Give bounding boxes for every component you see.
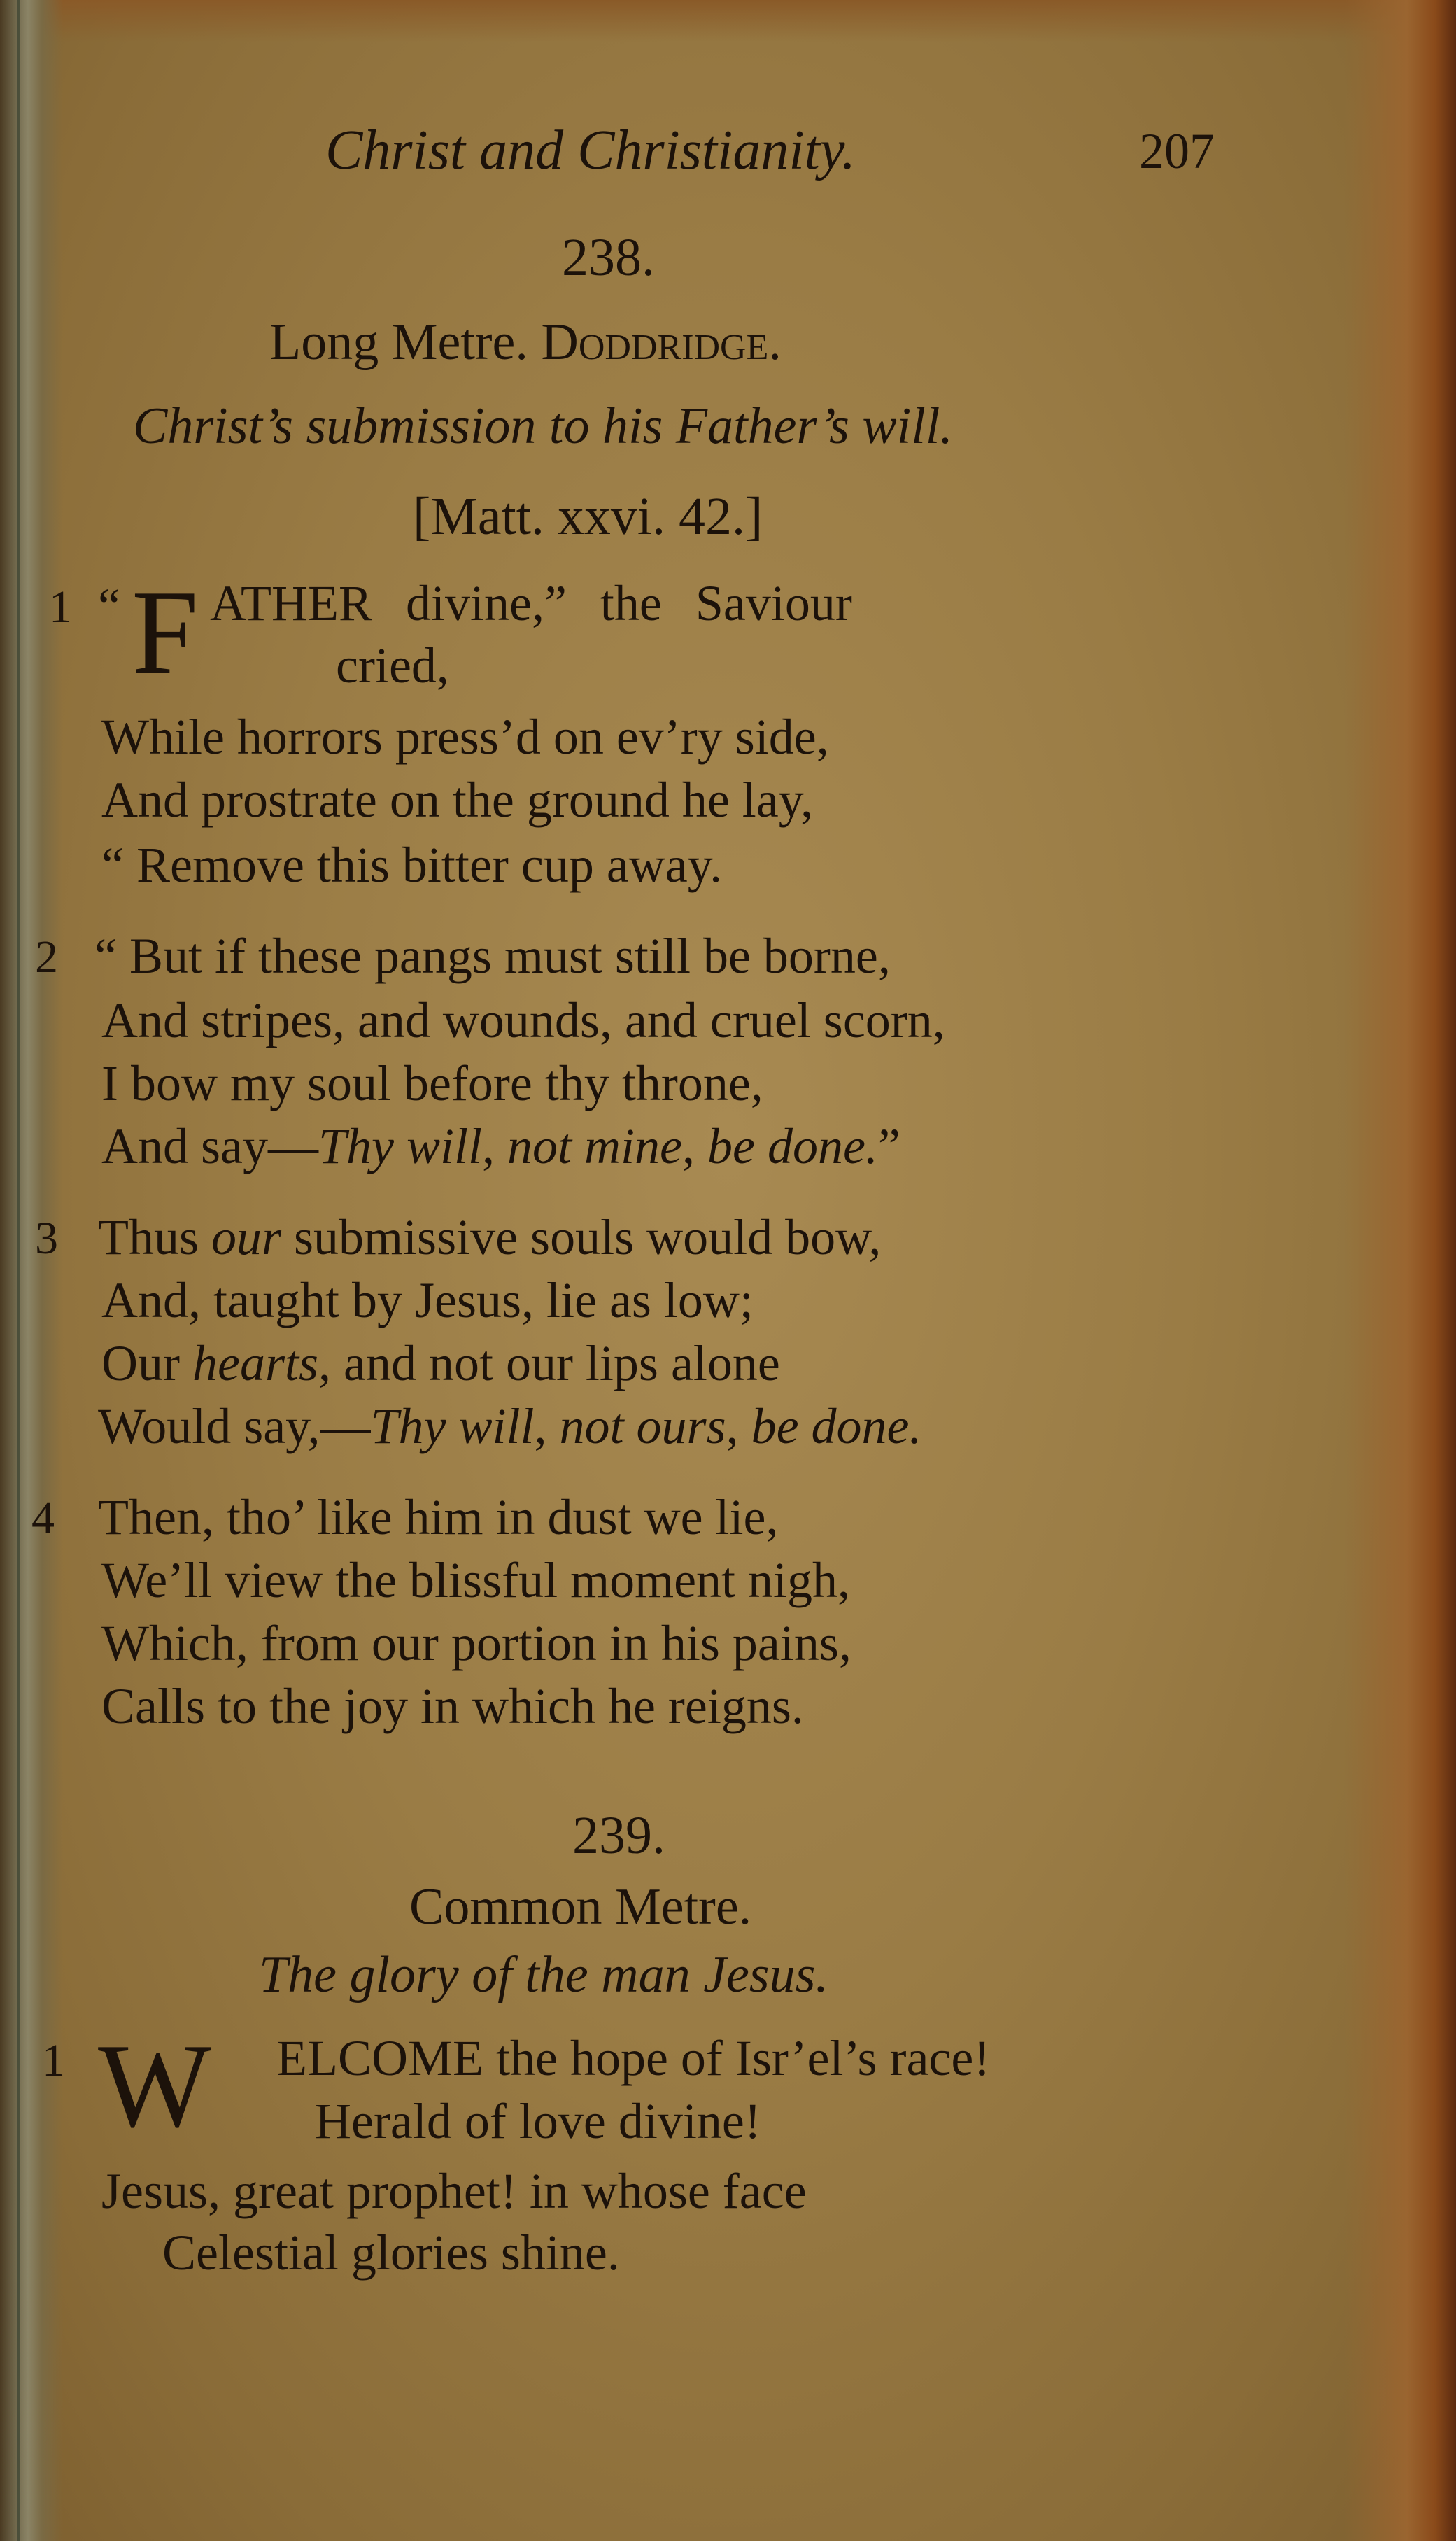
verse-text: , and not our lips alone (318, 1335, 780, 1391)
stanza-number: 2 (35, 931, 58, 983)
verse-emphasis: be done. (751, 1398, 922, 1454)
hymn-metre: Common Metre. (409, 1878, 752, 1936)
verse-text: , (726, 1398, 751, 1454)
verse-text: , (482, 1118, 508, 1174)
verse-line (98, 1398, 922, 1454)
verse-line: Herald of love divine! (315, 2093, 761, 2149)
verse-text: Our (101, 1335, 192, 1391)
verse-line (98, 1209, 882, 1265)
close-quote: ” (877, 1118, 900, 1174)
open-quote: “ (98, 578, 120, 634)
binding-edge (17, 0, 20, 2541)
drop-cap: W (98, 2020, 212, 2153)
verse-line: Which, from our portion in his pains, (101, 1615, 851, 1671)
verse-text: Would say,— (98, 1398, 371, 1454)
verse-line: While horrors press’d on ev’ry side, (101, 709, 829, 765)
verse-line: Then, tho’ like him in dust we lie, (98, 1489, 779, 1545)
verse-line: And prostrate on the ground he lay, (101, 772, 814, 828)
verse-line (101, 1335, 780, 1391)
verse-line: Jesus, great prophet! in whose face (101, 2163, 807, 2219)
verse-emphasis: not mine (507, 1118, 682, 1174)
verse-emphasis: Thy will (318, 1118, 483, 1174)
verse-line: Calls to the joy in which he reigns. (101, 1678, 804, 1734)
verse-text: , (682, 1118, 707, 1174)
running-header-title: Christ and Christianity. (325, 120, 856, 181)
verse-emphasis: Thy will (370, 1398, 535, 1454)
verse-emphasis: hearts (192, 1335, 318, 1391)
verse-line: I bow my soul before thy throne, (101, 1055, 763, 1111)
drop-cap: F (132, 566, 199, 699)
hymn-number: 238. (562, 228, 655, 287)
verse-emphasis: our (211, 1209, 282, 1265)
stanza-number: 1 (42, 2035, 65, 2086)
verse-emphasis: not ours (559, 1398, 726, 1454)
verse-text: Thus (98, 1209, 211, 1265)
verse-line: “ But if these pangs must still be borne, (94, 928, 891, 984)
verse-line: And, taught by Jesus, lie as low; (101, 1272, 754, 1328)
scripture-reference: [Matt. xxvi. 42.] (413, 487, 763, 546)
hymn-metre: Long Metre. (269, 314, 528, 371)
verse-line: “ Remove this bitter cup away. (101, 837, 723, 893)
hymn-subtitle: Christ’s submission to his Father’s will. (133, 397, 953, 455)
hymn-subtitle: The glory of the man Jesus. (259, 1946, 828, 2004)
verse-line: Celestial glories shine. (162, 2225, 620, 2281)
verse-line: We’ll view the blissful moment nigh, (101, 1552, 851, 1608)
verse-line: cried, (336, 638, 449, 694)
verse-line (101, 1118, 900, 1174)
page-number: 207 (1139, 123, 1215, 179)
stanza-number: 3 (35, 1213, 58, 1264)
verse-line: And stripes, and wounds, and cruel scorn, (101, 992, 945, 1048)
verse-text: submissive souls would bow, (281, 1209, 882, 1265)
verse-line: ELCOME the hope of Isr’el’s race! (276, 2030, 991, 2086)
hymn-number: 239. (572, 1806, 665, 1865)
verse-emphasis: be done. (707, 1118, 878, 1174)
hymn-metre-author (269, 314, 782, 371)
verse-text: And say— (101, 1118, 318, 1174)
verse-line: ATHER divine,” the Saviour (210, 575, 852, 631)
hymn-author: Doddridge. (541, 314, 782, 371)
stanza-number: 4 (31, 1493, 55, 1544)
stanza-number: 1 (49, 582, 72, 633)
verse-text: , (534, 1398, 560, 1454)
